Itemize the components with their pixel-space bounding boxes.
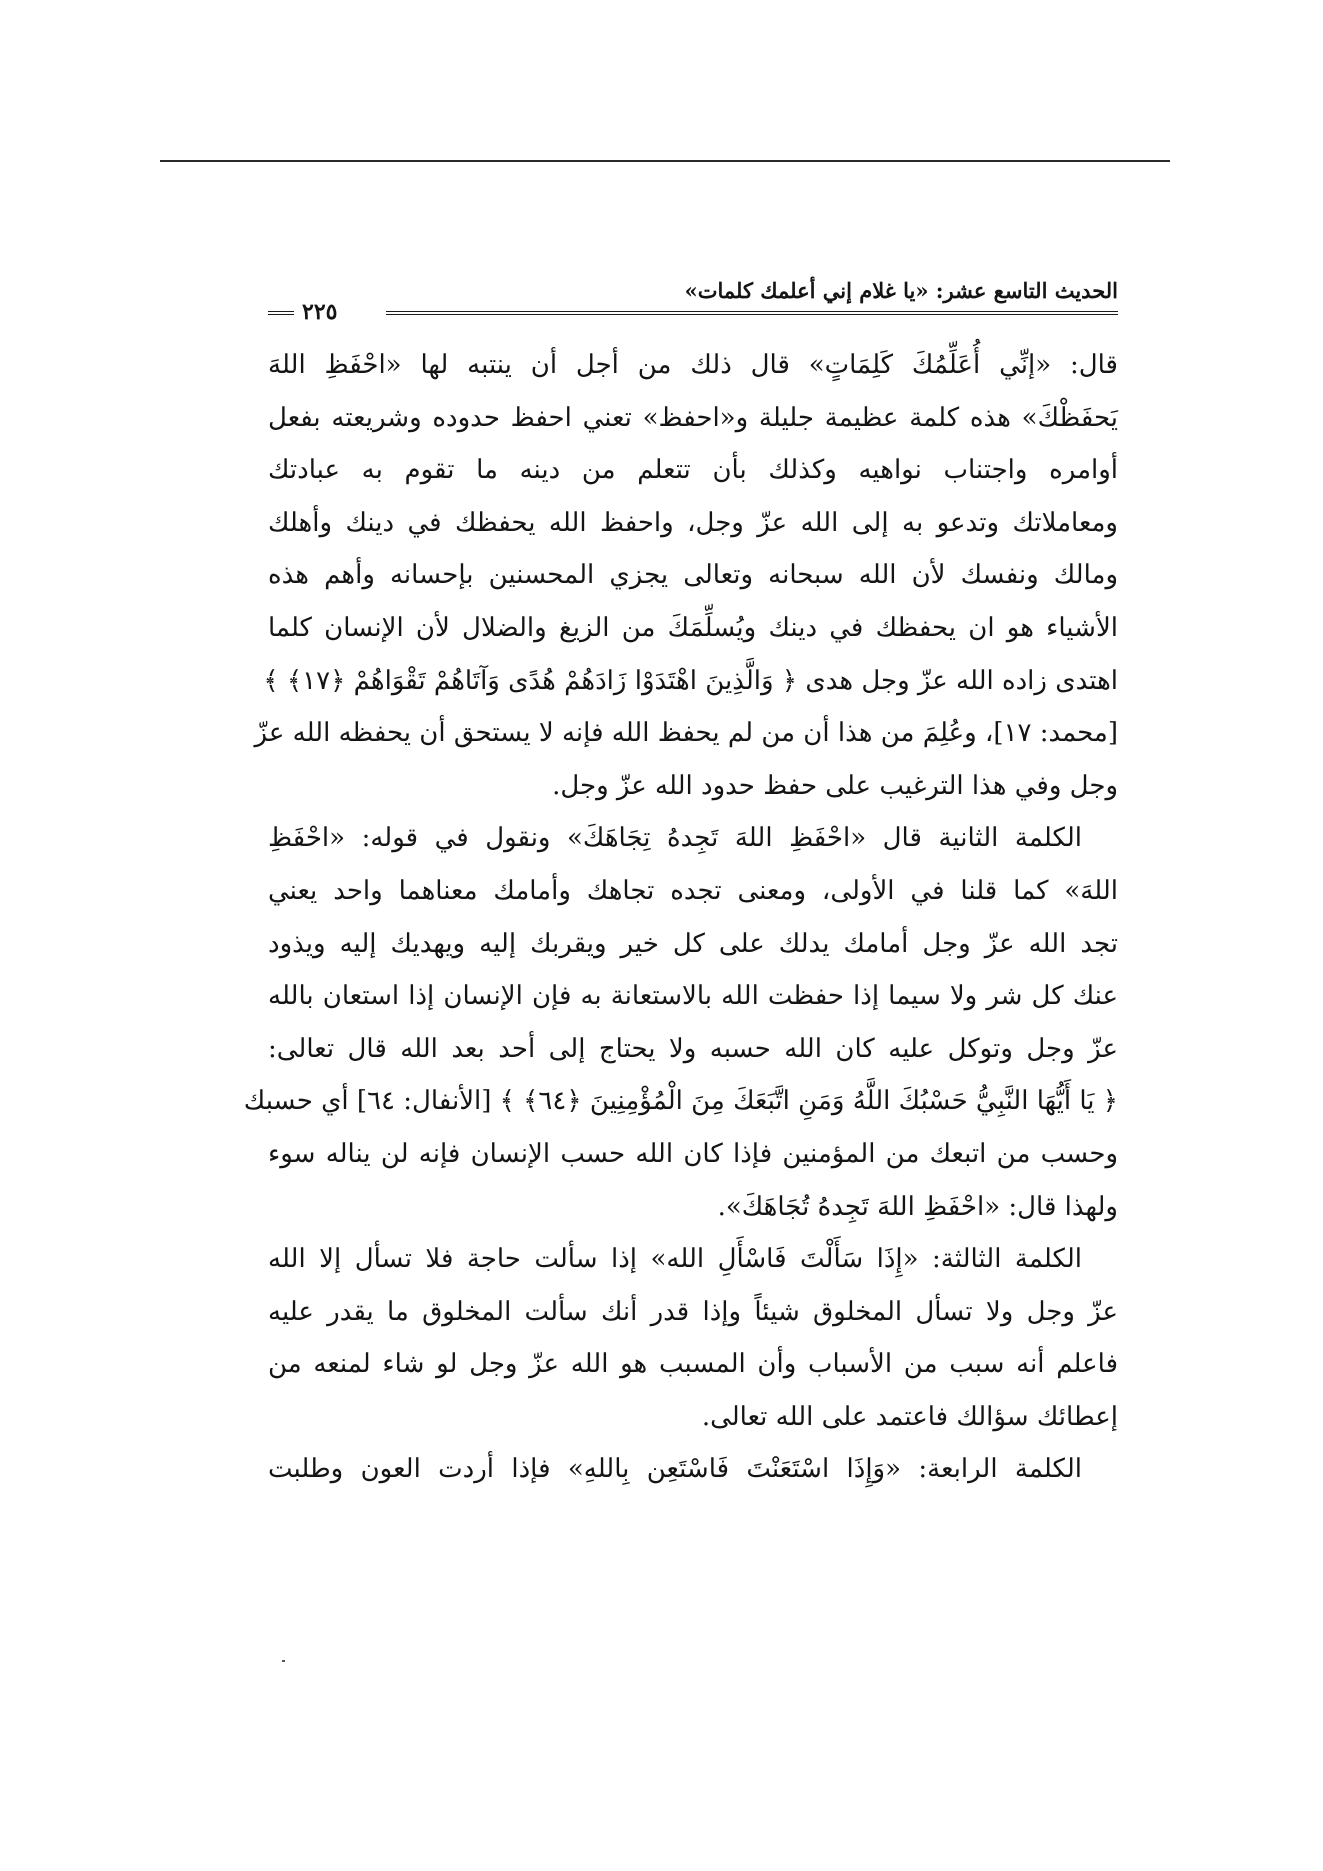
text-line: اللهَ» كما قلنا في الأولى، ومعنى تجده تجاهك وأمامك معناهما واحد يعني — [268, 875, 1118, 906]
text-line: فاعلم أنه سبب من الأسباب وأن المسبب هو الله عزّ وجل لو شاء لمنعه من — [268, 1349, 1118, 1380]
header-rule-group — [268, 299, 1118, 325]
top-rule — [160, 160, 1170, 162]
page-number: ٢٢٥ — [296, 300, 343, 324]
header-rule — [386, 311, 1118, 315]
text-line: وجل وفي هذا الترغيب على حفظ حدود الله عزّ وجل. — [552, 770, 1118, 801]
text-line: عزّ وجل وتوكل عليه كان الله حسبه ولا يحتاج إلى أحد بعد الله قال تعالى: — [268, 1033, 1118, 1064]
header-rule-left — [268, 311, 294, 315]
text-line: [محمد: ١٧]، وعُلِمَ من هذا أن من لم يحفظ الله فإنه لا يستحق أن يحفظه الله عزّ — [254, 718, 1118, 749]
text-line: عزّ وجل ولا تسأل المخلوق شيئاً وإذا قدر أنك سألت المخلوق ما يقدر عليه — [268, 1296, 1119, 1327]
running-head — [268, 276, 1118, 324]
text-line: يَحفَظْكَ» هذه كلمة عظيمة جليلة و«احفظ» تعني احفظ حدوده وشريعته بفعل — [268, 402, 1118, 433]
text-line: ولهذا قال: «احْفَظِ اللهَ تَجِدهُ تُجَاهَكَ». — [717, 1191, 1118, 1222]
text-line: الكلمة الثالثة: «إِذَا سَأَلْتَ فَاسْأَلِ الله» إذا سألت حاجة فلا تسأل إلا الله — [268, 1244, 1082, 1275]
text-line: الكلمة الثانية قال «احْفَظِ اللهَ تَجِدهُ تِجَاهَكَ» ونقول في قوله: «احْفَظِ — [268, 823, 1082, 854]
text-line: ومعاملاتك وتدعو به إلى الله عزّ وجل، واحفظ الله يحفظك في دينك وأهلك — [268, 507, 1118, 538]
text-line: عنك كل شر ولا سيما إذا حفظت الله بالاستعانة به فإن الإنسان إذا استعان بالله — [268, 981, 1118, 1012]
text-line: الكلمة الرابعة: «وَإِذَا اسْتَعَنْتَ فَاسْتَعِن بِاللهِ» فإذا أردت العون وطلبت — [268, 1454, 1082, 1485]
text-line: إعطائك سؤالك فاعتمد على الله تعالى. — [701, 1401, 1118, 1432]
text-line: تجد الله عزّ وجل أمامك يدلك على كل خير ويقربك إليه ويهديك إليه ويذود — [268, 928, 1118, 959]
text-line: الأشياء هو ان يحفظك في دينك ويُسلِّمَكَ من الزيغ والضلال لأن الإنسان كلما — [268, 612, 1118, 643]
text-line: ﴿ يَا أَيُّهَا النَّبِيُّ حَسْبُكَ اللَّهُ وَمَنِ اتَّبَعَكَ مِنَ الْمُؤْمِنِينَ ﴿٦٤﴾ ﴾ [الأنفال: ٦٤] أي حسبك — [243, 1086, 1118, 1117]
text-line: وحسب من اتبعك من المؤمنين فإذا كان الله حسب الإنسان فإنه لن يناله سوء — [268, 1138, 1118, 1169]
body-text — [243, 339, 1119, 1496]
scan-speck — [282, 1660, 285, 1662]
running-title: الحديث التاسع عشر: «يا غلام إني أعلمك كلمات» — [684, 278, 1118, 303]
text-line: ومالك ونفسك لأن الله سبحانه وتعالى يجزي المحسنين بإحسانه وأهم هذه — [268, 560, 1118, 591]
text-line: اهتدى زاده الله عزّ وجل هدى ﴿ وَالَّذِينَ اهْتَدَوْا زَادَهُمْ هُدًى وَآتَاهُمْ تَقْوَاهُمْ ﴿١٧﴾ ﴾ — [263, 665, 1118, 696]
text-line: أوامره واجتناب نواهيه وكذلك بأن تتعلم من دينه ما تقوم به عبادتك — [268, 455, 1119, 486]
text-line: قال: «إنِّي أُعَلِّمُكَ كَلِمَاتٍ» قال ذلك من أجل أن ينتبه لها «احْفَظِ اللهَ — [268, 350, 1118, 380]
